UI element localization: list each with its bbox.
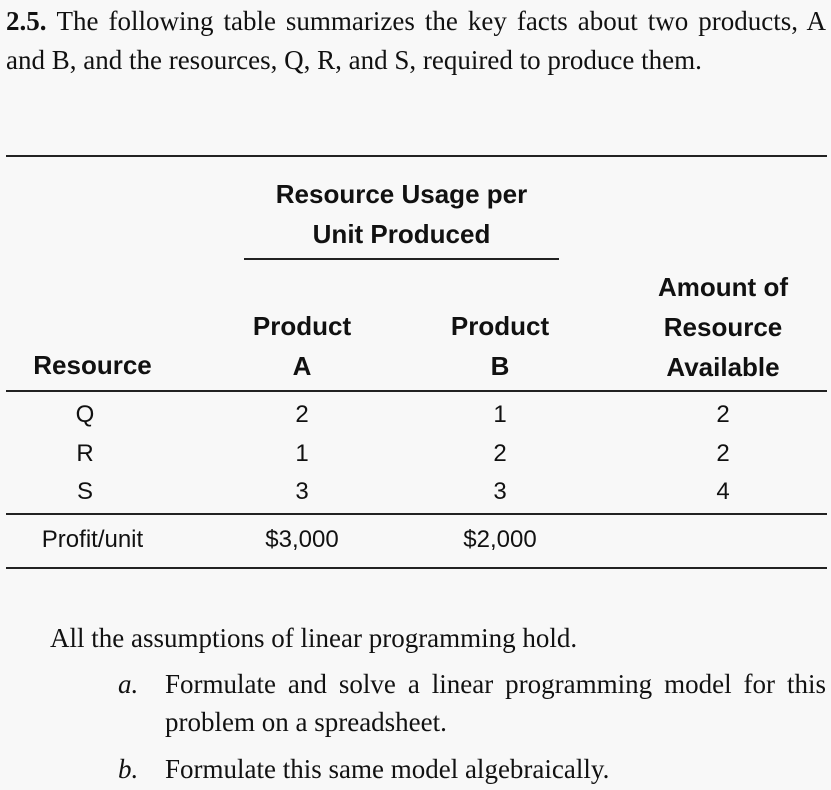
cell-available: 2 — [716, 401, 730, 428]
assumption-text: All the assumptions of linear programming hold. — [50, 623, 578, 653]
cell-resource: Q — [75, 401, 95, 428]
col-header-product-b: Product B — [450, 311, 550, 381]
cell-product-b: 2 — [493, 440, 507, 467]
profit-product-a: $3,000 — [265, 526, 339, 553]
part-a — [118, 665, 826, 741]
cell-product-b: 1 — [493, 401, 507, 428]
profit-product-b: $2,000 — [463, 526, 537, 553]
problem-number: 2.5. — [6, 6, 47, 36]
group-header: Resource Usage per Unit Produced — [275, 179, 528, 249]
part-a-text: Formulate and solve a linear programming model for this problem on a spreadsheet. — [165, 669, 826, 737]
table-top-rule — [6, 155, 827, 157]
cell-resource: R — [76, 440, 94, 467]
col-header-available: Amount of Resource Available — [658, 272, 788, 382]
profit-top-rule — [6, 513, 827, 515]
group-header-rule — [244, 258, 559, 260]
cell-product-b: 3 — [493, 478, 507, 505]
col-header-resource: Resource — [33, 350, 152, 380]
part-a-label: a. — [118, 669, 139, 699]
cell-available: 4 — [716, 478, 730, 505]
cell-product-a: 3 — [295, 478, 309, 505]
header-bottom-rule — [6, 390, 827, 392]
part-b — [118, 750, 826, 788]
part-b-text: Formulate this same model algebraically. — [165, 754, 610, 784]
part-b-label: b. — [118, 754, 139, 784]
cell-available: 2 — [716, 440, 730, 467]
col-header-product-a: Product A — [252, 311, 352, 381]
cell-product-a: 1 — [295, 440, 309, 467]
profit-label: Profit/unit — [41, 526, 144, 553]
cell-product-a: 2 — [295, 401, 309, 428]
table-bottom-rule — [6, 567, 827, 569]
cell-resource: S — [76, 478, 93, 505]
problem-intro — [6, 2, 826, 80]
problem-intro-text: The following table summarizes the key facts about two products, A and B, and the resources, Q, R, and S, required to produce them. — [6, 6, 826, 75]
